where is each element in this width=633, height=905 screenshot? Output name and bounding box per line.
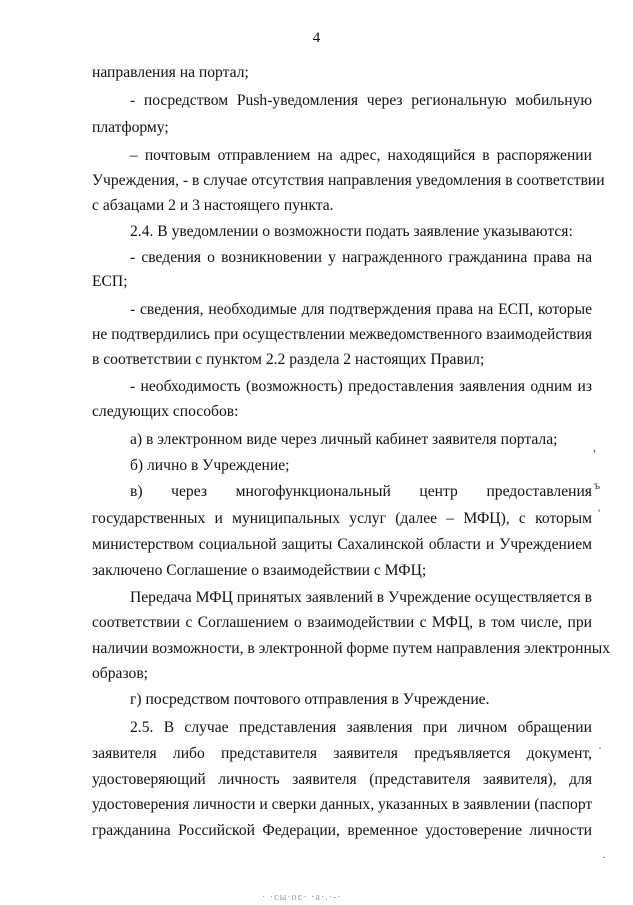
text-line: ЕСП; xyxy=(92,273,128,290)
text-line: Передача МФЦ принятых заявлений в Учреждение осуществляется в xyxy=(130,589,592,606)
scan-mark: · xyxy=(598,741,602,755)
text-line: 2.5. В случае представления заявления при личном обращении xyxy=(130,719,592,736)
scan-smudge: · ·сы·ос· ·а·.·-· xyxy=(262,892,342,903)
text-line: не подтвердились при осуществлении межведомственного взаимодействия xyxy=(92,326,592,343)
scan-mark: · xyxy=(602,850,606,864)
scan-mark: ' xyxy=(598,506,601,520)
text-line: 2.4. В уведомлении о возможности подать заявление указываются: xyxy=(130,223,573,240)
scan-mark: , xyxy=(593,440,596,454)
text-line: - посредством Push-уведомления через региональную мобильную xyxy=(130,92,592,109)
text-line: а) в электронном виде через личный кабинет заявителя портала; xyxy=(130,431,558,448)
text-line: в) через многофункциональный центр предоставления xyxy=(130,483,592,500)
text-line: в соответствии с пунктом 2.2 раздела 2 настоящих Правил; xyxy=(92,351,485,368)
text-line: - сведения о возникновении у награжденного гражданина права на xyxy=(130,249,592,266)
text-line: заключено Соглашение о взаимодействии с МФЦ; xyxy=(92,562,427,579)
text-line: удостоверения личности и сверки данных, указанных в заявлении (паспорт xyxy=(92,796,593,813)
text-line: - необходимость (возможность) предоставления заявления одним из xyxy=(130,378,592,395)
text-line: образов; xyxy=(92,665,149,682)
text-line: министерством социальной защиты Сахалинской области и Учреждением xyxy=(92,536,592,553)
text-line: государственных и муниципальных услуг (далее – МФЦ), с которым xyxy=(92,510,592,527)
scan-mark: ъ xyxy=(594,478,601,492)
text-line: наличии возможности, в электронной форме путем направления электронных xyxy=(92,640,611,657)
text-line: направления на портал; xyxy=(92,64,249,81)
text-line: г) посредством почтового отправления в Учреждение. xyxy=(130,691,490,708)
text-line: удостоверяющий личность заявителя (представителя заявителя), для xyxy=(92,771,592,788)
text-line: соответствии с Соглашением о взаимодействии с МФЦ, в том числе, при xyxy=(92,614,592,631)
text-line: следующих способов: xyxy=(92,403,239,420)
text-line: – почтовым отправлением на адрес, находящийся в распоряжении xyxy=(130,147,592,164)
text-line: Учреждения, - в случае отсутствия направления уведомления в соответствии xyxy=(92,172,605,189)
page-number: 4 xyxy=(312,30,321,46)
text-line: заявителя либо представителя заявителя предъявляется документ, xyxy=(92,745,592,762)
text-line: - сведения, необходимые для подтверждения права на ЕСП, которые xyxy=(130,301,592,318)
text-line: гражданина Российской Федерации, временное удостоверение личности xyxy=(92,822,592,839)
text-line: с абзацами 2 и 3 настоящего пункта. xyxy=(92,197,334,214)
text-line: б) лично в Учреждение; xyxy=(130,457,290,474)
text-line: платформу; xyxy=(92,119,169,136)
